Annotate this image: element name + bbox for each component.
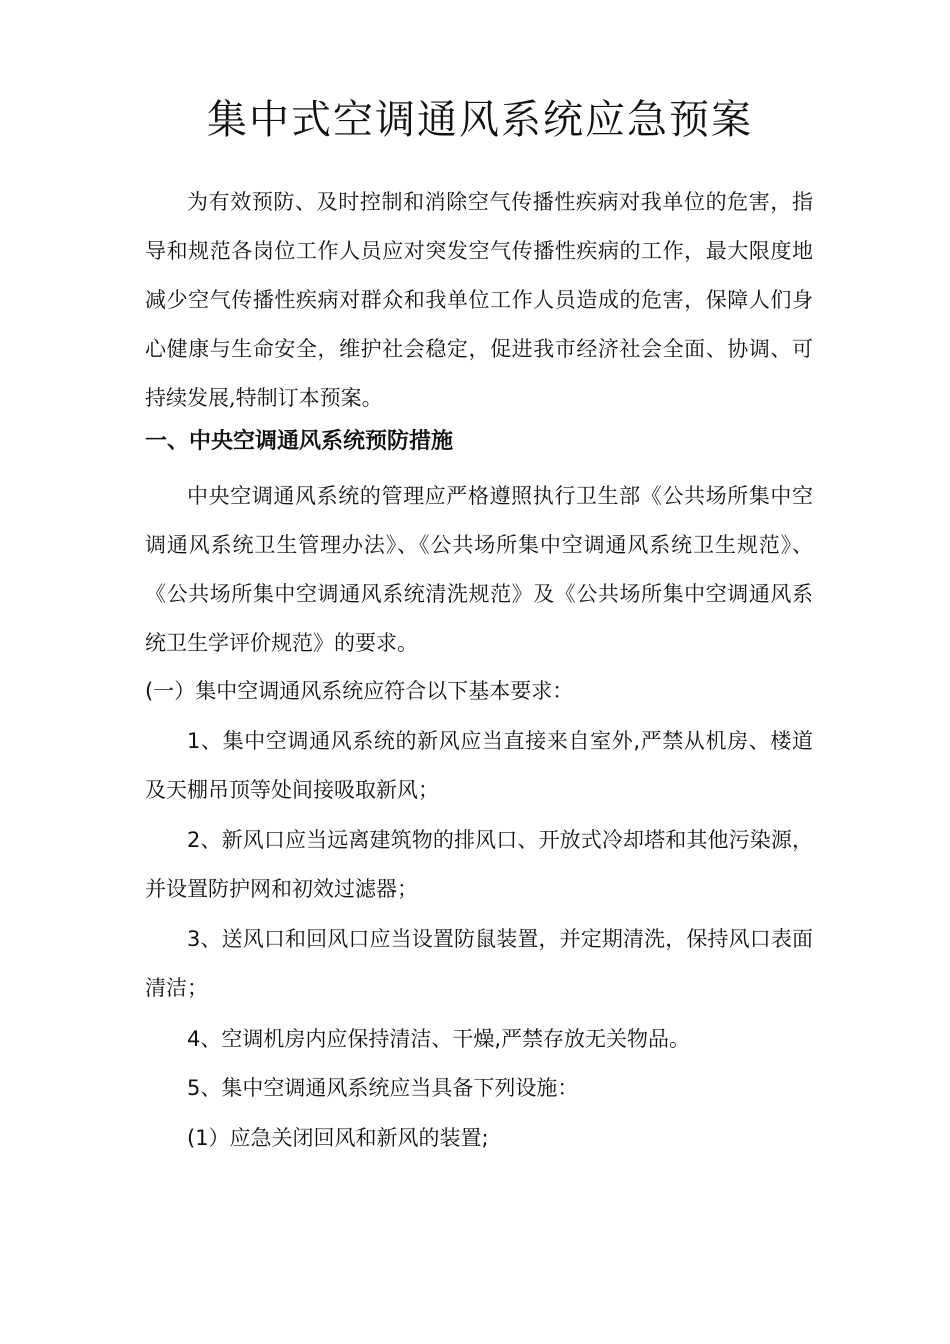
document-title: 集中式空调通风系统应急预案 — [207, 97, 753, 143]
section-heading: 一、中央空调通风系统预防措施 — [145, 429, 454, 454]
list-item-1: 1、集中空调通风系统的新风应当直接来自室外,严禁从机房、楼道及天棚吊顶等处间接吸取新风； — [145, 729, 813, 802]
list-item-2: 2、新风口应当远离建筑物的排风口、开放式冷却塔和其他污染源，并设置防护网和初效过滤器； — [145, 828, 813, 901]
list-item-3: 3、送风口和回风口应当设置防鼠装置，并定期清洗，保持风口表面清洁； — [145, 927, 813, 1000]
list-item-4: 4、空调机房内应保持清洁、干燥,严禁存放无关物品。 — [187, 1027, 691, 1051]
list-subitem-1: (1）应急关闭回风和新风的装置; — [187, 1126, 489, 1150]
subsection-heading: (一）集中空调通风系统应符合以下基本要求： — [145, 679, 574, 703]
list-item-5: 5、集中空调通风系统应当具备下列设施： — [187, 1076, 579, 1100]
section-body-paragraph: 中央空调通风系统的管理应严格遵照执行卫生部《公共场所集中空调通风系统卫生管理办法》、《公共场所集中空调通风系统卫生规范》、《公共场所集中空调通风系统清洗规范》及《公共场所集中空调通风系统卫生学评价规范》的要求。 — [145, 484, 813, 655]
intro-paragraph: 为有效预防、及时控制和消除空气传播性疾病对我单位的危害，指导和规范各岗位工作人员应对突发空气传播性疾病的工作，最大限度地减少空气传播性疾病对群众和我单位工作人员造成的危害，保障人们身心健康与生命安全，维护社会稳定，促进我市经济社会全面、协调、可持续发展,特制订本预案。 — [145, 190, 813, 410]
